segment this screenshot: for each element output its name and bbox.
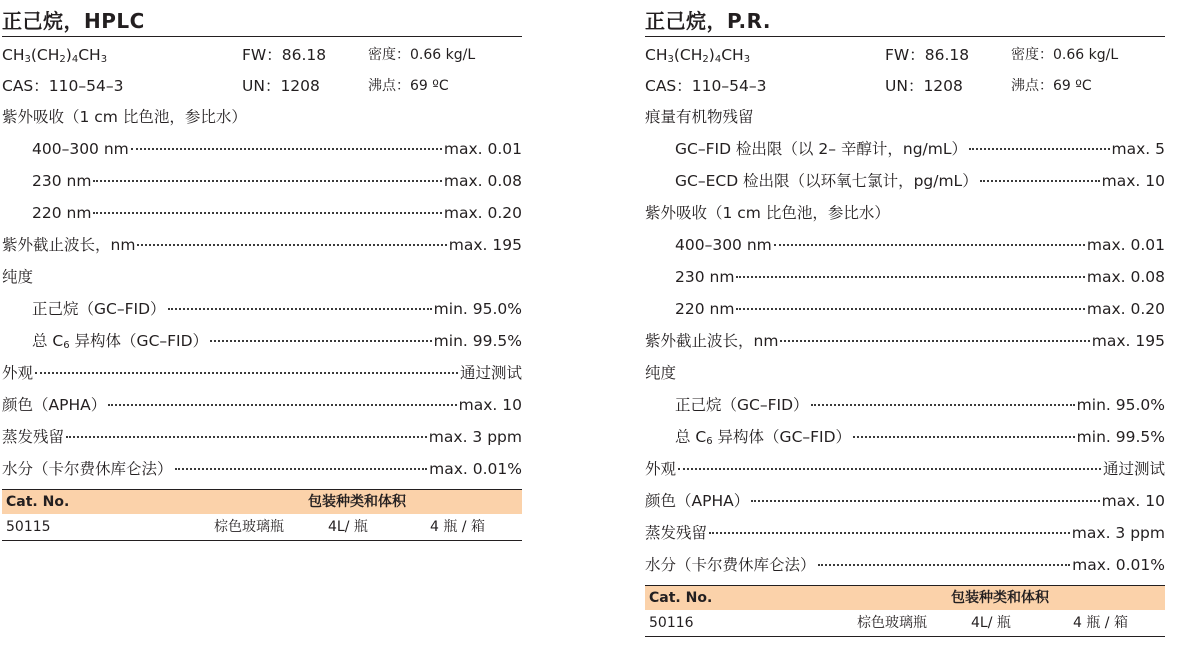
pack-quantity: 4 瓶 / 箱 (1073, 615, 1128, 631)
title-divider (645, 36, 1165, 37)
container-volume: 4L/ 瓶 (328, 519, 368, 535)
pack-quantity: 4 瓶 / 箱 (430, 519, 485, 535)
packaging-header: 包装种类和体积 (951, 590, 1049, 606)
spec-row: GC–FID 检出限（以 2– 辛醇计，ng/mL） max. 5 (645, 133, 1165, 165)
formula: $CH_3(CH_2)_4CH_3$ (2, 46, 108, 65)
packaging-header: 包装种类和体积 (308, 494, 406, 510)
uv-absorbance-header: 紫外吸收（1 cm 比色池，参比水） (645, 204, 890, 222)
catalog-number: 50115 (6, 519, 51, 535)
un-number: UN：1208 (885, 77, 963, 95)
spec-row: GC–ECD 检出限（以环氧七氯计，pg/mL） max. 10 (645, 165, 1165, 197)
formula: $CH_3(CH_2)_4CH_3$ (645, 46, 751, 65)
spec-row: 外观 通过测试 (645, 453, 1165, 485)
spec-row: 水分（卡尔费休库仑法） max. 0.01% (645, 549, 1165, 581)
boiling-point: 沸点：69 ºC (368, 78, 449, 94)
spec-row: 蒸发残留 max. 3 ppm (2, 421, 522, 453)
spec-row: 230 nm max. 0.08 (2, 165, 522, 197)
spec-row: 蒸发残留 max. 3 ppm (645, 517, 1165, 549)
cas-number: CAS：110–54–3 (645, 77, 767, 95)
spec-row: 外观 通过测试 (2, 357, 522, 389)
trace-residue-header: 痕量有机物残留 (645, 108, 754, 126)
spec-row: 220 nm max. 0.20 (2, 197, 522, 229)
container-volume: 4L/ 瓶 (971, 615, 1011, 631)
un-number: UN：1208 (242, 77, 320, 95)
table-row (645, 610, 1165, 637)
spec-row: 颜色（APHA） max. 10 (645, 485, 1165, 517)
property-row-2 (2, 71, 522, 101)
spec-row: 400–300 nm max. 0.01 (2, 133, 522, 165)
spec-row: 230 nm max. 0.08 (645, 261, 1165, 293)
property-row-1 (645, 39, 1165, 71)
cat-no-header: Cat. No. (6, 494, 70, 510)
cat-no-header: Cat. No. (649, 590, 713, 606)
density: 密度：0.66 kg/L (1011, 47, 1119, 63)
spec-row: 紫外截止波长，nm max. 195 (2, 229, 522, 261)
packaging-table-header (2, 489, 522, 514)
spec-row: 水分（卡尔费休库仑法） max. 0.01% (2, 453, 522, 485)
spec-row: 紫外截止波长，nm max. 195 (645, 325, 1165, 357)
title-divider (2, 36, 522, 37)
boiling-point: 沸点：69 ºC (1011, 78, 1092, 94)
spec-row: 正己烷（GC–FID） min. 95.0% (2, 293, 522, 325)
container-type: 棕色玻璃瓶 (214, 519, 284, 535)
container-type: 棕色玻璃瓶 (857, 615, 927, 631)
catalog-number: 50116 (649, 615, 694, 631)
property-row-1 (2, 39, 522, 71)
uv-absorbance-header: 紫外吸收（1 cm 比色池，参比水） (2, 108, 247, 126)
spec-row: 400–300 nm max. 0.01 (645, 229, 1165, 261)
purity-header: 纯度 (645, 364, 677, 382)
spec-row: 颜色（APHA） max. 10 (2, 389, 522, 421)
product-title: 正己烷，P.R. (645, 9, 771, 33)
cas-number: CAS：110–54–3 (2, 77, 124, 95)
property-row-2 (645, 71, 1165, 101)
formula-weight: FW：86.18 (885, 46, 970, 64)
product-pr (645, 0, 1165, 637)
purity-header: 纯度 (2, 268, 34, 286)
product-title: 正己烷，HPLC (2, 9, 145, 33)
packaging-table-header (645, 585, 1165, 610)
density: 密度：0.66 kg/L (368, 47, 476, 63)
product-hplc (2, 0, 522, 541)
spec-row: 总 $C_6$ 异构体（GC–FID） min. 99.5% (2, 325, 522, 357)
spec-row: 220 nm max. 0.20 (645, 293, 1165, 325)
spec-row: 总 $C_6$ 异构体（GC–FID） min. 99.5% (645, 421, 1165, 453)
table-row (2, 514, 522, 541)
formula-weight: FW：86.18 (242, 46, 327, 64)
spec-row: 正己烷（GC–FID） min. 95.0% (645, 389, 1165, 421)
